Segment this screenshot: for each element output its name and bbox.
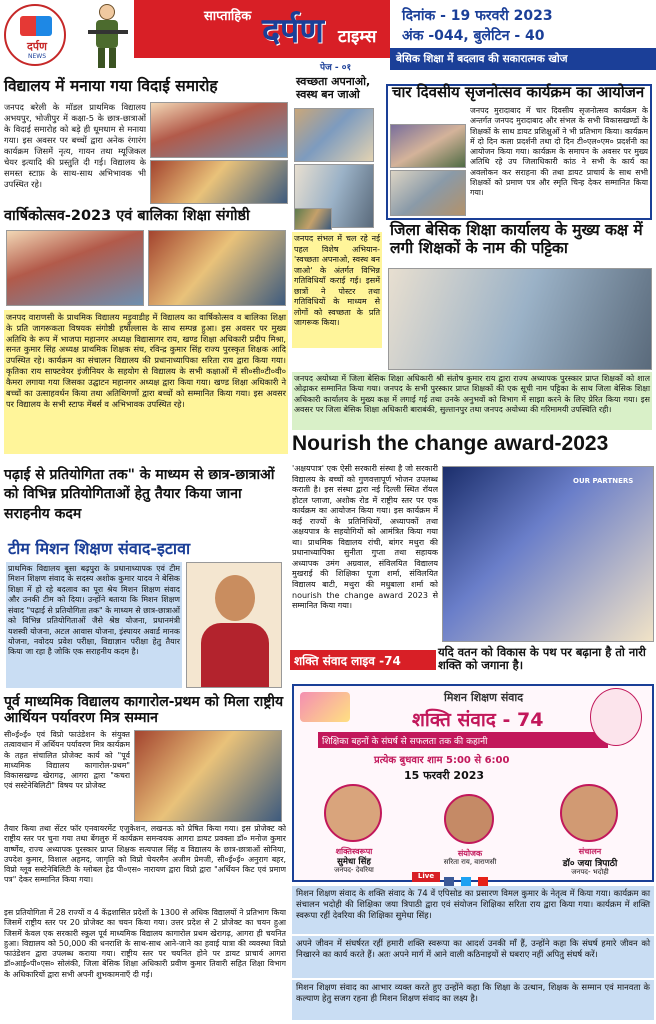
farewell-title: विद्यालय में मनाया गया विदाई समारोह — [4, 77, 218, 95]
live-badge: Live — [412, 872, 440, 882]
speaker-1-name: सुमेधा सिंह — [337, 857, 371, 867]
annual-body: जनपद वाराणसी के प्राथमिक विद्यालय मड़ुवाडीह में विद्यालय का वार्षिकोत्सव व बालिका शिक्षा के प्रति जागरूकता विषयक संगोष्ठी हर्षोल्लास के साथ सम्पन्न हुआ। इस अवसर पर मुख्य अतिथि के रूप में भाजपा महानगर अध्यक्ष विद्यासागर राय, खण्ड शिक्षा अधिकारी प्रदीप मिश्रा, सनत कुमार सिंह अध्यक्ष प्राथमिक शिक्षक संघ, रविन्द्र कुमार सिंह राज्य पुरस्कृत शिक्षक आदि उपस्थित रहे। कार्यक्रम का संचालन विद्यालय की प्रधानाध्यापिका सरिता राय द्वारा किया गया। कृतिका राय साफ्टवेयर इंजीनियर के सहयोग से विद्यालय के सभी कक्षाओं में सी०सी०टी०वी० कैमरा लगाया गया जिसका उद्घाटन महानगर अध्यक्ष द्वारा किया गया। खण्ड शिक्षा अधिकारी ने बच्चों का उत्साहवर्धन किया तथा अतिथिगणों द्वारा बच्चों को सम्मानित किया गया। इस अवसर पर विद्यालय के सभी स्टाफ मेंबर्स व अभिभावक उपस्थित रहे। — [4, 310, 288, 454]
poster-emblem-right — [590, 688, 642, 746]
speaker-3-name: डॉ० जया त्रिपाठी — [562, 859, 618, 869]
newspaper-title: दर्पण — [262, 11, 324, 51]
env-body-more: इस प्रतियोगिता में 28 राज्यों व 4 केंद्रशासित प्रदेशों के 1300 से अधिक विद्यालयों ने प्रतिभाग किया जिसमें राष्ट्रीय स्तर पर 20 प्रोजेक्ट का चयन किया गया। उत्तर प्रदेश से 2 प्रोजेक्ट का चयन हुआ जिसमें केवल एक सरकारी स्कूल पूर्व माध्यमिक विद्यालय कागारोल प्रथम खेरागढ़, आगरा ही चयनित हुआ। विद्यालय को 50,000 की धनराशि के साथ-साथ आने-जाने का हवाई यात्रा की व्यवस्था विप्रो फाउंडेशन द्वारा उपलब्ध कराया गया। राष्ट्रीय स्तर पर चयनित होने पर डायट प्राचार्य आगरा डॉ०आई०पी०एस० सोलंकी, जिला बेसिक शिक्षा अधिकारी प्रवीण कुमार तिवारी सहित शिक्षा विभाग के अधिकारियों द्वारा सभी अपनी शुभकामनाएँ दी गईं। — [4, 908, 286, 979]
poster-time: प्रत्येक बुधवार शाम 5:00 से 6:00 — [374, 755, 510, 766]
issue-date: दिनांक - 19 फरवरी 2023 — [402, 8, 553, 24]
shakti-quote: यदि वतन को विकास के पथ पर बढ़ाना है तो नारी शक्ति को जगाना है। — [438, 645, 646, 673]
page-number: पेज - ०१ — [320, 63, 352, 73]
clean-body: जनपद संभल में चल रहे नई पहल विशेष अभियान- 'स्वच्छता अपनाओ, स्वस्थ बन जाओ' के अंतर्गत विभिन्न गतिविधियाँ कराई गई। इसमें छात्रों ने पोस्टर तथा गतिविधियों के माध्यम से लोगों को स्वच्छता के प्रति जागरूक किया। — [292, 232, 382, 348]
mascot-figure — [86, 4, 128, 70]
env-body-side: सी०ई०ई० एवं विप्रो फाउंडेशन के संयुक्त तत्वावधान में अर्थियन पर्यावरण मित्र कार्यक्रम के तहत संचालित प्रोजेक्ट कार्य को "पूर्व माध्यमिक विद्यालय कागारोल-प्रथम" विकासखण्ड खेरागढ़, आगरा द्वारा "कचरा एवं सस्टेनेबिलिटी" विषय पर प्रोजेक्ट — [4, 730, 130, 791]
env-photo — [134, 730, 282, 822]
speaker-1-role: शक्तिस्वरूपा — [335, 847, 373, 856]
creative-photo-2 — [390, 170, 466, 216]
logo-text: दर्पण — [26, 40, 48, 53]
nameplate-title: जिला बेसिक शिक्षा कार्यालय के मुख्य कक्ष में लगी शिक्षकों के नाम की पट्टिका — [390, 221, 643, 257]
speaker-3-role: संचालन — [578, 847, 602, 856]
team-title: टीम मिशन शिक्षण संवाद-इटावा — [8, 539, 191, 558]
annual-photo-2 — [148, 230, 286, 306]
speaker-2-avatar — [444, 794, 494, 844]
nameplate-body: जनपद अयोध्या में जिला बेसिक शिक्षा अधिकारी श्री संतोष कुमार राय द्वारा राज्य अध्यापक पुरस्कार प्राप्त शिक्षकों को शाल ओढ़ाकर सम्मानित किया गया। जनपद के सभी पुरस्कार प्राप्त शिक्षकों की एक सूची नाम पट्टिका के साथ जिला बेसिक शिक्षा अधिकारी कार्यालय के मुख्य कक्ष में लगाई गई तथा उनके अनुभवों को विभाग में साझा करने के लिए प्रेरित किया गया। इस अवसर पर जिला बेसिक शिक्षा अधिकारी बाराबंकी, सुल्तानपुर तथा जनपद अयोध्या की गरिमामयी उपस्थिति रही। — [292, 372, 652, 430]
team-body: प्राथमिक विद्यालय बूसा बढ़पुरा के प्रधानाध्यापक एवं टीम मिशन शिक्षण संवाद के सदस्य अशोक कुमार यादव ने बेसिक शिक्षा में हो रहे बदलाव का पूरा श्रेय मिशन शिक्षण संवाद और उनकी टीम को दिया। उन्होंने बताया कि मिशन शिक्षण संवाद "पढ़ाई से प्रतियोगिता तक" के माध्यम से छात्र-छात्राओं को विभिन्न प्रतियोगिताओं जैसे श्रेष्ठ योजना, प्रधानमंत्री यशस्वी योजना, अटल आवास योजना, इंस्पायर अवार्ड मानक योजना, नवोदय प्रवेश परीक्षा, विद्याज्ञान परीक्षा हेतु तैयार किया जा रहा है जोकि एक सराहनीय कदम है। — [6, 562, 182, 688]
shakti-poster — [292, 684, 654, 882]
clean-title: स्वच्छता अपनाओ, स्वस्थ बन जाओ — [296, 75, 371, 101]
award-photo — [442, 466, 654, 642]
creative-title: चार दिवसीय सृजनोत्सव कार्यक्रम का आयोजन — [392, 83, 645, 101]
tagline-banner — [390, 48, 656, 70]
creative-photo-1 — [390, 124, 466, 168]
annual-title: वार्षिकोत्सव-2023 एवं बालिका शिक्षा संगोष्ठी — [4, 208, 250, 224]
award-body: 'अक्षयपात्र' एक ऐसी सरकारी संस्था है जो सरकारी विद्यालय के बच्चों को गुणवत्तापूर्ण भोजन उपलब्ध कराती है। इस संस्था द्वारा नई दिल्ली स्थित रॉयल होटल प्लाजा, अशोक रोड में राष्ट्रीय स्तर पर एक कार्यक्रम का आयोजन किया गया। इस कार्यक्रम में कई राज्यों के प्रतिनिधियों, अध्यापकों तथा अक्षयपात्र के सहयोगियों को आमंत्रित किया गया था। प्राथमिक विद्यालय रांची, बांगर मथुरा की प्रधानाध्यापिका सुनीता गुप्ता तथा सहायक अध्यापक उमंग अग्रवाल, संविलयित विद्यालय मुखराई की शिक्षिका पूजा शर्मा, संविलयित विद्यालय बाटी, मथुरा की मधुबाला शर्मा को nourish the change award 2023 से सम्मानित किया गया। — [292, 464, 438, 611]
shakti-label: शक्ति संवाद लाइव -74 — [290, 650, 436, 670]
poster-date: 15 फरवरी 2023 — [404, 769, 485, 782]
issue-number: अंक -044, बुलेटिन - 40 — [402, 28, 545, 44]
farewell-photo-1 — [150, 102, 288, 158]
shakti-body-2: अपने जीवन में संघर्षरत रहीं हमारी शक्ति स्वरूपा का आदर्श उनकी माँ हैं, उन्होंने कहा कि संघर्ष हमारे जीवन को निखारने का कार्य करते हैं। अतः अपने मार्ग में आने वाली कठिनाइयों से घबराए नहीं अपितु संघर्ष करें। — [292, 936, 654, 978]
team-portrait — [186, 562, 282, 688]
poster-emblem-left — [300, 692, 350, 722]
award-photo-banner: OUR PARTNERS — [573, 477, 634, 485]
award-title: Nourish the change award-2023 — [292, 432, 609, 455]
tagline: बेसिक शिक्षा में बदलाव की सकारात्मक खोज — [396, 53, 568, 65]
farewell-body: जनपद बरेली के मॉडल प्राथमिक विद्यालय अभयपुर, भोजीपुर में कक्षा-5 के छात्र-छात्राओं के विदाई समारोह को बड़े ही धूमधाम से मनाया गया। इस अवसर पर बच्चों द्वारा अनेक रंगारंग कार्यक्रम जिसमें नृत्य, गायन तथा म्यूजिकल चेयर इत्यादि की प्रस्तुति दी गई। विद्यालय के समस्त स्टाफ़ के साथ-साथ अभिभावक भी उपस्थित रहे। — [4, 102, 146, 189]
speaker-1-place: जनपद- देवरिया — [334, 866, 374, 874]
poster-title: शक्ति संवाद - 74 — [412, 709, 544, 731]
farewell-photo-2 — [150, 160, 288, 204]
speaker-1-avatar — [324, 784, 382, 842]
creative-body: जनपद मुरादाबाद में चार दिवसीय सृजनोत्सव कार्यक्रम के अन्तर्गत जनपद मुरादाबाद और संभल के सभी विकासखण्डों के शिक्षकों के साथ डायट प्रशिक्षुओं ने भी प्रतिभाग किया। कार्यक्रम में दो दिन कला प्रदर्शनी तथा दो दिन टी०एल०एम० प्रदर्शनी का आयोजन किया गया। कार्यक्रम के समापन के अवसर पर मुख्य अतिथि रहे उप जिलाधिकारी कांठ ने सभी के कार्य का अवलोकन कर सराहना की तथा डायट प्राचार्य के साथ सभी शिक्षकों को प्रमाण पत्र और स्मृति चिन्ह देकर सम्मानित किया गया। — [470, 106, 648, 198]
speaker-2-role: संयोजक — [457, 849, 483, 858]
poster-org: मिशन शिक्षण संवाद — [444, 691, 524, 704]
times-label: टाइम्स — [338, 27, 377, 47]
logo-book-icon — [20, 16, 52, 36]
shakti-body-3: मिशन शिक्षण संवाद का आभार व्यक्त करते हुए उन्होंने कहा कि शिक्षा के उत्थान, शिक्षक के सम्मान एवं मानवता के कल्याण हेतु सजग रहना ही मिशन शिक्षण संवाद का लक्ष्य है। — [292, 980, 654, 1020]
poster-sub: शिक्षिका बहनों के संघर्ष से सफलता तक की कहानी — [318, 732, 608, 748]
competition-title: पढ़ाई से प्रतियोगिता तक" के माध्यम से छात्र-छात्राओं को विभिन्न प्रतियोगिताओं हेतु तैयार किया जाना सराहनीय कदम — [4, 467, 275, 522]
speaker-3-avatar — [560, 784, 618, 842]
weekly-label: साप्ताहिक — [204, 9, 252, 24]
annual-photo-1 — [6, 230, 144, 306]
social-icons — [444, 872, 504, 882]
speaker-2-name: सरिता राय, वाराणसी — [443, 858, 497, 866]
title-banner — [134, 0, 390, 58]
darpan-logo — [4, 4, 66, 66]
logo-news: NEWS — [27, 53, 47, 60]
clean-photo-3 — [294, 208, 332, 230]
clean-photo-1 — [294, 108, 374, 162]
shakti-body-1: मिशन शिक्षण संवाद के शक्ति संवाद के 74 वें एपिसोड का प्रसारण विमल कुमार के नेतृत्व में किया गया। कार्यक्रम का संचालन भदोही की शिक्षिका जया त्रिपाठी द्वारा एवं संयोजन शिक्षिका सरिता राय द्वारा किया गया। कार्यक्रम में शक्ति स्वरूपा रहीं देवरिया की शिक्षिका सुमेधा सिंह। — [292, 886, 654, 934]
masthead — [0, 0, 656, 74]
env-title: पूर्व माध्यमिक विद्यालय कागारोल-प्रथम को मिला राष्ट्रीय आर्थियन पर्यावरण मित्र सम्मान — [4, 694, 284, 727]
nameplate-photo — [388, 268, 652, 370]
speaker-3-place: जनपद- भदोही — [571, 868, 609, 876]
env-body-full: तैयार किया तथा सेंटर फॉर एनवायरमेंट एजुकेशन, लखनऊ को प्रेषित किया गया। इस प्रोजेक्ट को राष्ट्रीय स्तर पर चुना गया तथा बेंगलुरु में कार्यक्रम समन्वयक आगरा डायट प्रवक्ता डॉ० मनोज कुमार वार्ष्णेय, राज्य अध्यापक पुरस्कार प्राप्त शिक्षक सत्यपाल सिंह व विद्यालय के छात्र-छात्राओं सोनिया, उपदेश कुमार, विशाल अहमद, जागृति को विप्रो चेयरमैन अजीम प्रेमजी, सी०ई०ई० अनुराग बहर, विप्रो ग्लूव सस्टेनेबिलिटी के ग्लोबल हेड पी०एस० नारायण द्वारा विप्रो द्वारा "अर्थियन किट एवं प्रमाण पत्र" देकर सम्मानित किया गया। — [4, 824, 286, 885]
